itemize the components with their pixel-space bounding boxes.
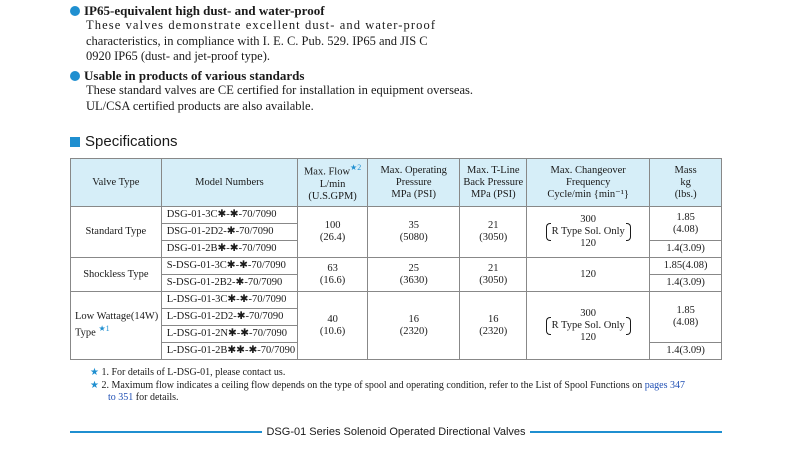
square-bullet-icon xyxy=(70,137,80,147)
header-max-flow: Max. Flow$^{★2}$ L/min (U.S.GPM) xyxy=(298,159,368,207)
tline-pressure-cell: 16 (2320) xyxy=(460,292,527,360)
valve-type-cell: Low Wattage(14W) Type $^{★1}$ xyxy=(71,292,162,360)
note-star-icon: ★1 xyxy=(98,324,110,334)
feature-line: 0920 IP65 (dust- and jet-proof type). xyxy=(86,49,270,63)
tline-pressure-cell: 21 (3050) xyxy=(460,207,527,258)
feature-standards xyxy=(70,68,530,114)
footer-rule xyxy=(70,431,262,433)
feature-line: characteristics, in compliance with I. E. C. Pub. 529. IP65 and JIS C xyxy=(86,33,428,48)
bullet-dot-icon xyxy=(70,6,80,16)
feature-title-text: Usable in products of various standards xyxy=(84,68,305,83)
footnote-2-text: 2. Maximum flow indicates a ceiling flow depends on the type of spool and operating condition, refer to the List of Spool Functions on xyxy=(101,379,643,391)
footer-rule xyxy=(530,431,722,433)
bullet-dot-icon xyxy=(70,71,80,81)
footnote-2 xyxy=(90,380,730,405)
model-number: S-DSG-01-3C✱-✱-70/7090 xyxy=(161,258,297,275)
mass-cell: 1.85(4.08) xyxy=(650,258,722,275)
note-star-icon: ★ xyxy=(90,379,99,391)
specifications-heading-text: Specifications xyxy=(85,133,178,150)
feature-ip65 xyxy=(70,3,530,65)
pages-link[interactable]: pages 347 xyxy=(644,379,685,391)
mass-cell: 1.4(3.09) xyxy=(650,275,722,292)
max-flow-cell: 100 (26.4) xyxy=(298,207,368,258)
max-pressure-cell: 35 (5080) xyxy=(367,207,459,258)
note-star-icon: ★ xyxy=(90,367,99,378)
model-number: L-DSG-01-2D2-✱-70/7090 xyxy=(161,309,297,326)
r-type-note: R Type Sol. Only xyxy=(546,320,631,332)
footnote-1-text: 1. For details of L-DSG-01, please contact us. xyxy=(101,367,286,378)
model-number: DSG-01-3C✱-✱-70/7090 xyxy=(161,207,297,224)
header-valve-type: Valve Type xyxy=(71,159,162,207)
header-tline-back-pressure: Max. T-Line Back Pressure MPa (PSI) xyxy=(460,159,527,207)
header-max-operating-pressure: Max. Operating Pressure MPa (PSI) xyxy=(367,159,459,207)
changeover-cell: 120 xyxy=(527,258,650,292)
table-header-row xyxy=(71,159,722,207)
changeover-cell: 300 R Type Sol. Only 120 xyxy=(527,207,650,258)
table-row xyxy=(71,292,722,309)
max-pressure-cell: 16 (2320) xyxy=(367,292,459,360)
page-footer xyxy=(70,426,722,438)
footnote-1 xyxy=(90,367,730,380)
max-pressure-cell: 25 (3630) xyxy=(367,258,459,292)
specifications-table xyxy=(70,158,722,360)
r-type-note: R Type Sol. Only xyxy=(546,226,631,238)
changeover-cell: 300 R Type Sol. Only 120 xyxy=(527,292,650,360)
valve-type-cell: Standard Type xyxy=(71,207,162,258)
feature-line: These valves demonstrate excellent dust- and water-proof xyxy=(86,18,437,32)
model-number: S-DSG-01-2B2-✱-70/7090 xyxy=(161,275,297,292)
model-number: L-DSG-01-3C✱-✱-70/7090 xyxy=(161,292,297,309)
note-star-icon: ★2 xyxy=(350,163,362,173)
max-flow-cell: 63 (16.6) xyxy=(298,258,368,292)
max-flow-cell: 40 (10.6) xyxy=(298,292,368,360)
specifications-heading xyxy=(70,133,178,150)
header-changeover-frequency: Max. Changeover Frequency Cycle/min {min⁻¹} xyxy=(527,159,650,207)
mass-cell: 1.4(3.09) xyxy=(650,343,722,360)
mass-cell: 1.85 (4.08) xyxy=(650,292,722,343)
model-number: DSG-01-2D2-✱-70/7090 xyxy=(161,224,297,241)
footnotes xyxy=(90,367,730,405)
footer-title: DSG-01 Series Solenoid Operated Directional Valves xyxy=(266,426,526,438)
footnote-2-tail: for details. xyxy=(135,392,179,403)
mass-cell: 1.85 (4.08) xyxy=(650,207,722,241)
feature-line: UL/CSA certified products are also available. xyxy=(86,98,314,113)
header-model-numbers: Model Numbers xyxy=(161,159,297,207)
table-row xyxy=(71,258,722,275)
valve-type-cell: Shockless Type xyxy=(71,258,162,292)
model-number: L-DSG-01-2B✱✱-✱-70/7090 xyxy=(161,343,297,360)
model-number: L-DSG-01-2N✱-✱-70/7090 xyxy=(161,326,297,343)
feature-title xyxy=(70,68,530,83)
feature-title xyxy=(70,3,530,18)
feature-title-text: IP65-equivalent high dust- and water-proof xyxy=(84,3,325,18)
table-row xyxy=(71,207,722,224)
header-mass: Mass kg (lbs.) xyxy=(650,159,722,207)
mass-cell: 1.4(3.09) xyxy=(650,241,722,258)
tline-pressure-cell: 21 (3050) xyxy=(460,258,527,292)
feature-line: These standard valves are CE certified for installation in equipment overseas. xyxy=(86,83,474,97)
model-number: DSG-01-2B✱-✱-70/7090 xyxy=(161,241,297,258)
pages-link[interactable]: to 351 xyxy=(108,392,134,403)
